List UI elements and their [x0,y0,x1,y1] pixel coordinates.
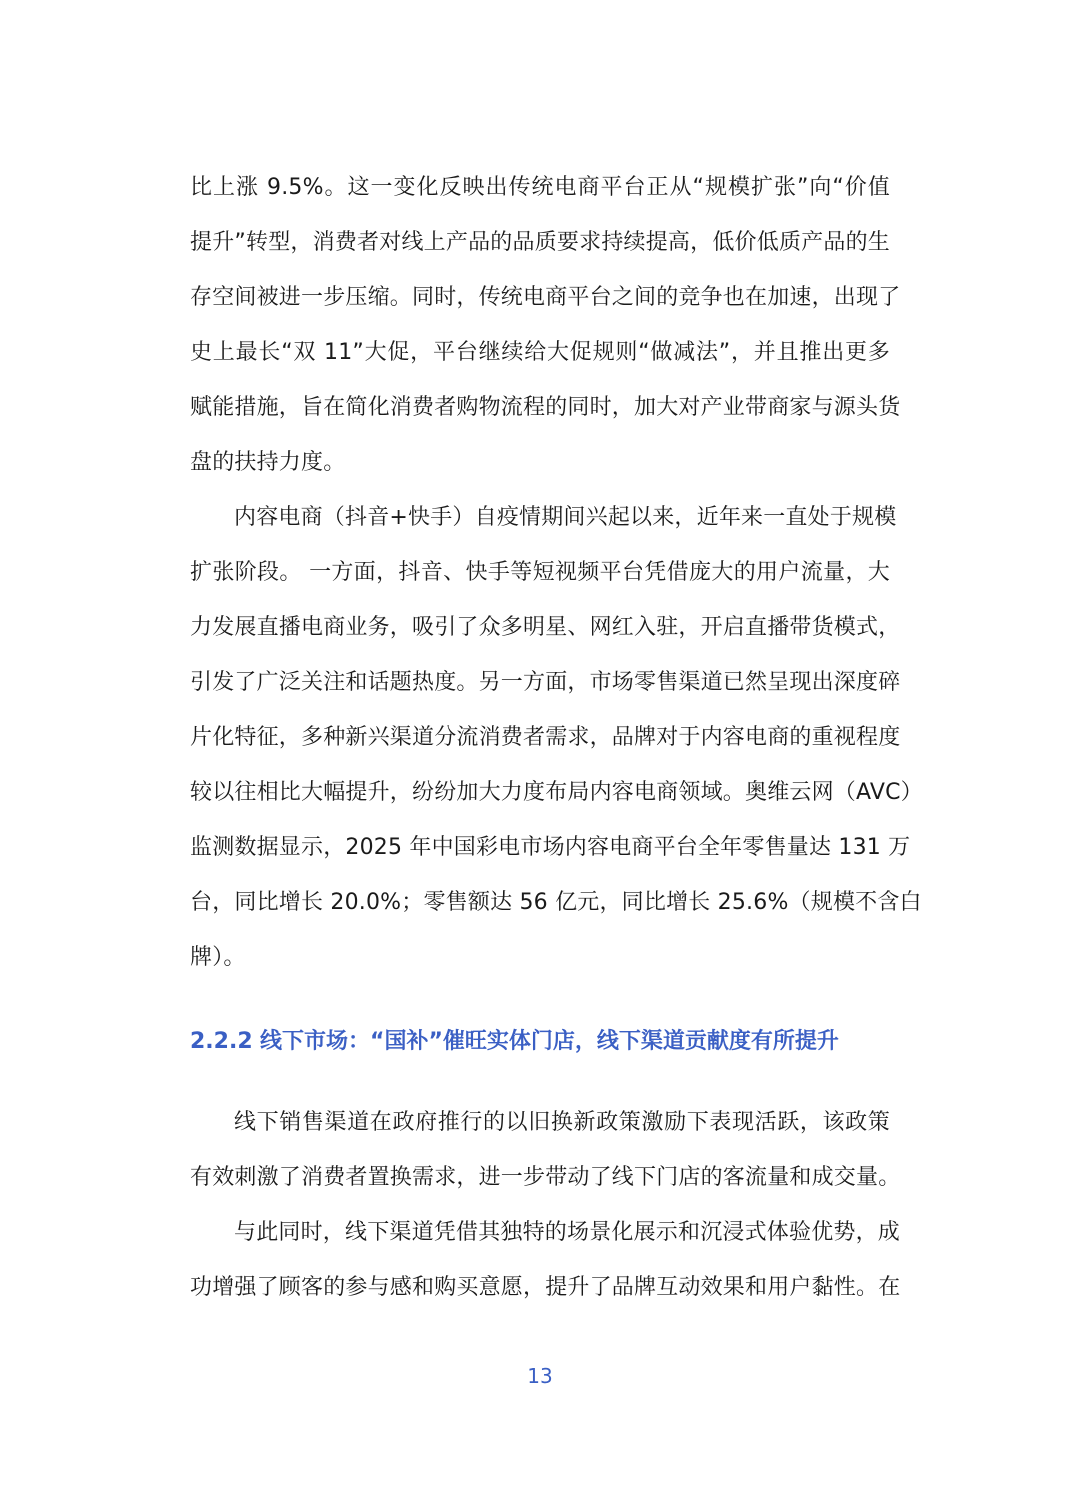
paragraph-line: 台，同比增长 20.0%；零售额达 56 亿元，同比增长 25.6%（规模不含白 [190,890,922,915]
paragraph-line: 线下销售渠道在政府推行的以旧换新政策激励下表现活跃，该政策 [234,1110,890,1135]
section-title: 线下市场：“国补”催旺实体门店，线下渠道贡献度有所提升 [260,1029,839,1054]
page-number: 13 [527,1364,553,1388]
section-heading [190,1026,839,1058]
paragraph-line: 引发了广泛关注和话题热度。另一方面，市场零售渠道已然呈现出深度碎 [190,670,901,695]
paragraph-line: 较以往相比大幅提升，纷纷加大力度布局内容电商领域。奥维云网（AVC） [190,780,923,805]
paragraph-line: 提升”转型，消费者对线上产品的品质要求持续提高，低价低质产品的生 [190,230,890,255]
paragraph-line: 盘的扶持力度。 [190,450,346,475]
paragraph-line: 监测数据显示，2025 年中国彩电市场内容电商平台全年零售量达 131 万 [190,835,911,860]
paragraph-line: 力发展直播电商业务，吸引了众多明星、网红入驻，开启直播带货模式， [190,615,901,640]
paragraph-line: 扩张阶段。 一方面，抖音、快手等短视频平台凭借庞大的用户流量，大 [190,560,890,585]
paragraph-line: 史上最长“双 11”大促，平台继续给大促规则“做减法”，并且推出更多 [190,340,890,365]
paragraph-line: 功增强了顾客的参与感和购买意愿，提升了品牌互动效果和用户黏性。在 [190,1275,901,1300]
paragraph-line: 片化特征，多种新兴渠道分流消费者需求，品牌对于内容电商的重视程度 [190,725,901,750]
paragraph-line: 牌）。 [190,945,246,970]
paragraph-line: 比上涨 9.5%。这一变化反映出传统电商平台正从“规模扩张”向“价值 [190,175,890,200]
paragraph-line: 有效刺激了消费者置换需求，进一步带动了线下门店的客流量和成交量。 [190,1165,901,1190]
paragraph-line: 存空间被进一步压缩。同时，传统电商平台之间的竞争也在加速，出现了 [190,285,901,310]
paragraph-line: 赋能措施，旨在简化消费者购物流程的同时，加大对产业带商家与源头货 [190,395,901,420]
paragraph-line: 与此同时，线下渠道凭借其独特的场景化展示和沉浸式体验优势，成 [234,1220,901,1245]
paragraph-line: 内容电商（抖音+快手）自疫情期间兴起以来，近年来一直处于规模 [234,505,897,530]
section-number: 2.2.2 [190,1029,253,1054]
